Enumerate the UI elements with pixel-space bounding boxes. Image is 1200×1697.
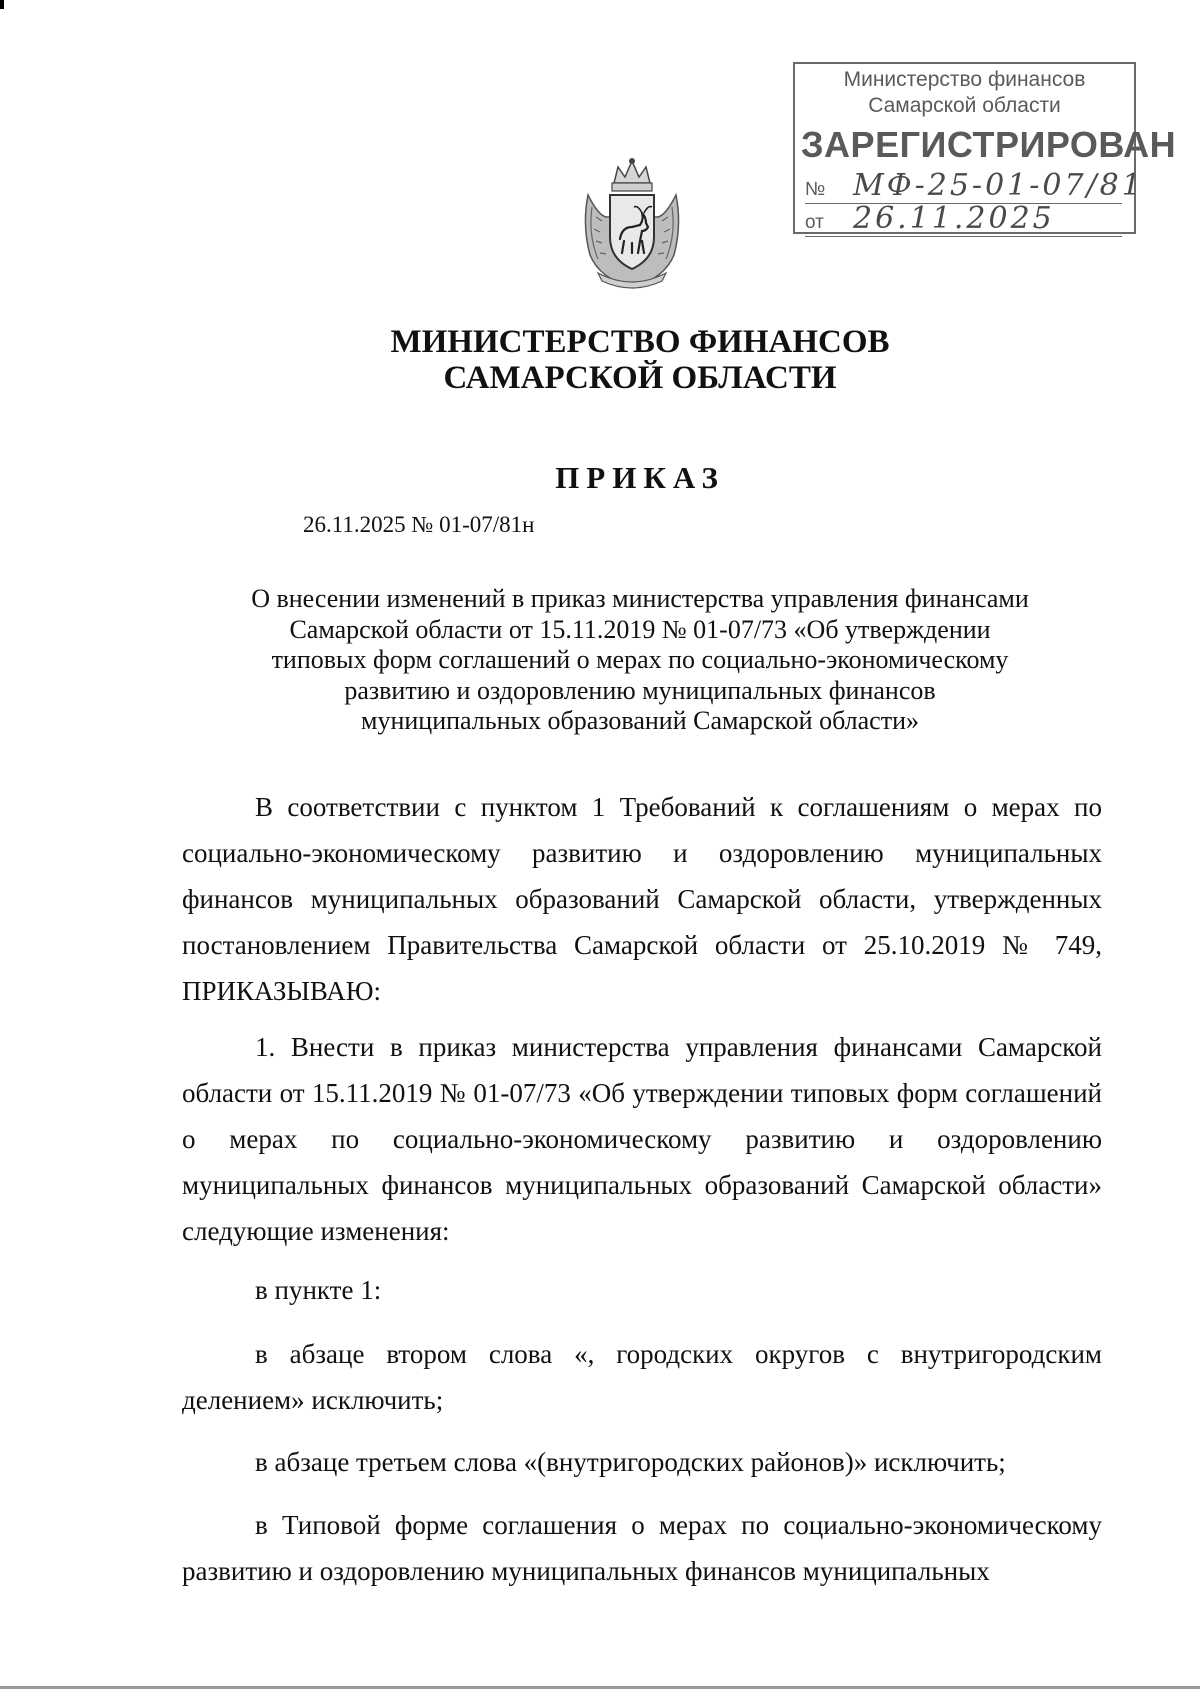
stamp-date-prefix: от [805,212,824,233]
subject-line: типовых форм соглашений о мерах по социально-экономическому [271,645,1009,674]
body-paragraph: в абзаце втором слова «, городских округов с внутригородским делением» исключить; [182,1339,1102,1415]
ministry-title-line1: МИНИСТЕРСТВО ФИНАНСОВ [390,324,890,360]
subject-line: О внесении изменений в приказ министерства управления финансами [251,584,1029,613]
stamp-org-line1: Министерство финансов [843,68,1086,91]
body-paragraph: 1. Внести в приказ министерства управления финансами Самарской области от 15.11.2019 № 01-07/73 «Об утверждении типовых форм соглашений о мерах по социально-экономическому развитию и оздоровлению муниципальных финансов муниципальных образований Самарской области» следующие изменения: [182,1032,1102,1246]
registration-stamp [793,62,1177,236]
body-paragraph: в Типовой форме соглашения о мерах по социально-экономическому развитию и оздоровлению муниципальных финансов муниципальных [182,1510,1102,1586]
body-paragraph: в абзаце третьем слова «(внутригородских районов)» исключить; [255,1447,1006,1477]
stamp-org-line2: Самарской области [868,94,1061,117]
subject-line: муниципальных образований Самарской области» [361,706,919,735]
body-paragraph: В соответствии с пунктом 1 Требований к соглашениям о мерах по социально-экономическому развитию и оздоровлению муниципальных финансов муниципальных образований Самарской области, утвержденных постановлением Правительства Самарской области от 25.10.2019 № 749, ПРИКАЗЫВАЮ: [182,792,1102,1006]
stamp-number-handwritten: МФ-25-01-07/81 [853,168,1144,203]
document-type: ПРИКАЗ [555,460,725,495]
scan-corner-mark [0,0,4,9]
page-bottom-edge [0,1686,1200,1689]
stamp-date-handwritten: 26.11.2025 [853,201,1055,236]
samara-coat-of-arms-icon [578,155,686,291]
order-subject [0,584,1200,737]
ministry-title-line2: САМАРСКОЙ ОБЛАСТИ [443,360,837,396]
stamp-date-row [805,202,1122,237]
stamp-number-prefix: № [805,179,826,200]
stamp-status: ЗАРЕГИСТРИРОВАН [801,124,1177,165]
order-date-number: 26.11.2025 № 01-07/81н [303,512,535,537]
order-body [182,784,1102,1611]
subject-line: развитию и оздоровлению муниципальных финансов [344,675,936,705]
body-paragraph: в пункте 1: [255,1275,382,1305]
stamp-number-row [805,168,1144,204]
subject-line: Самарской области от 15.11.2019 № 01-07/73 «Об утверждении [289,614,991,644]
